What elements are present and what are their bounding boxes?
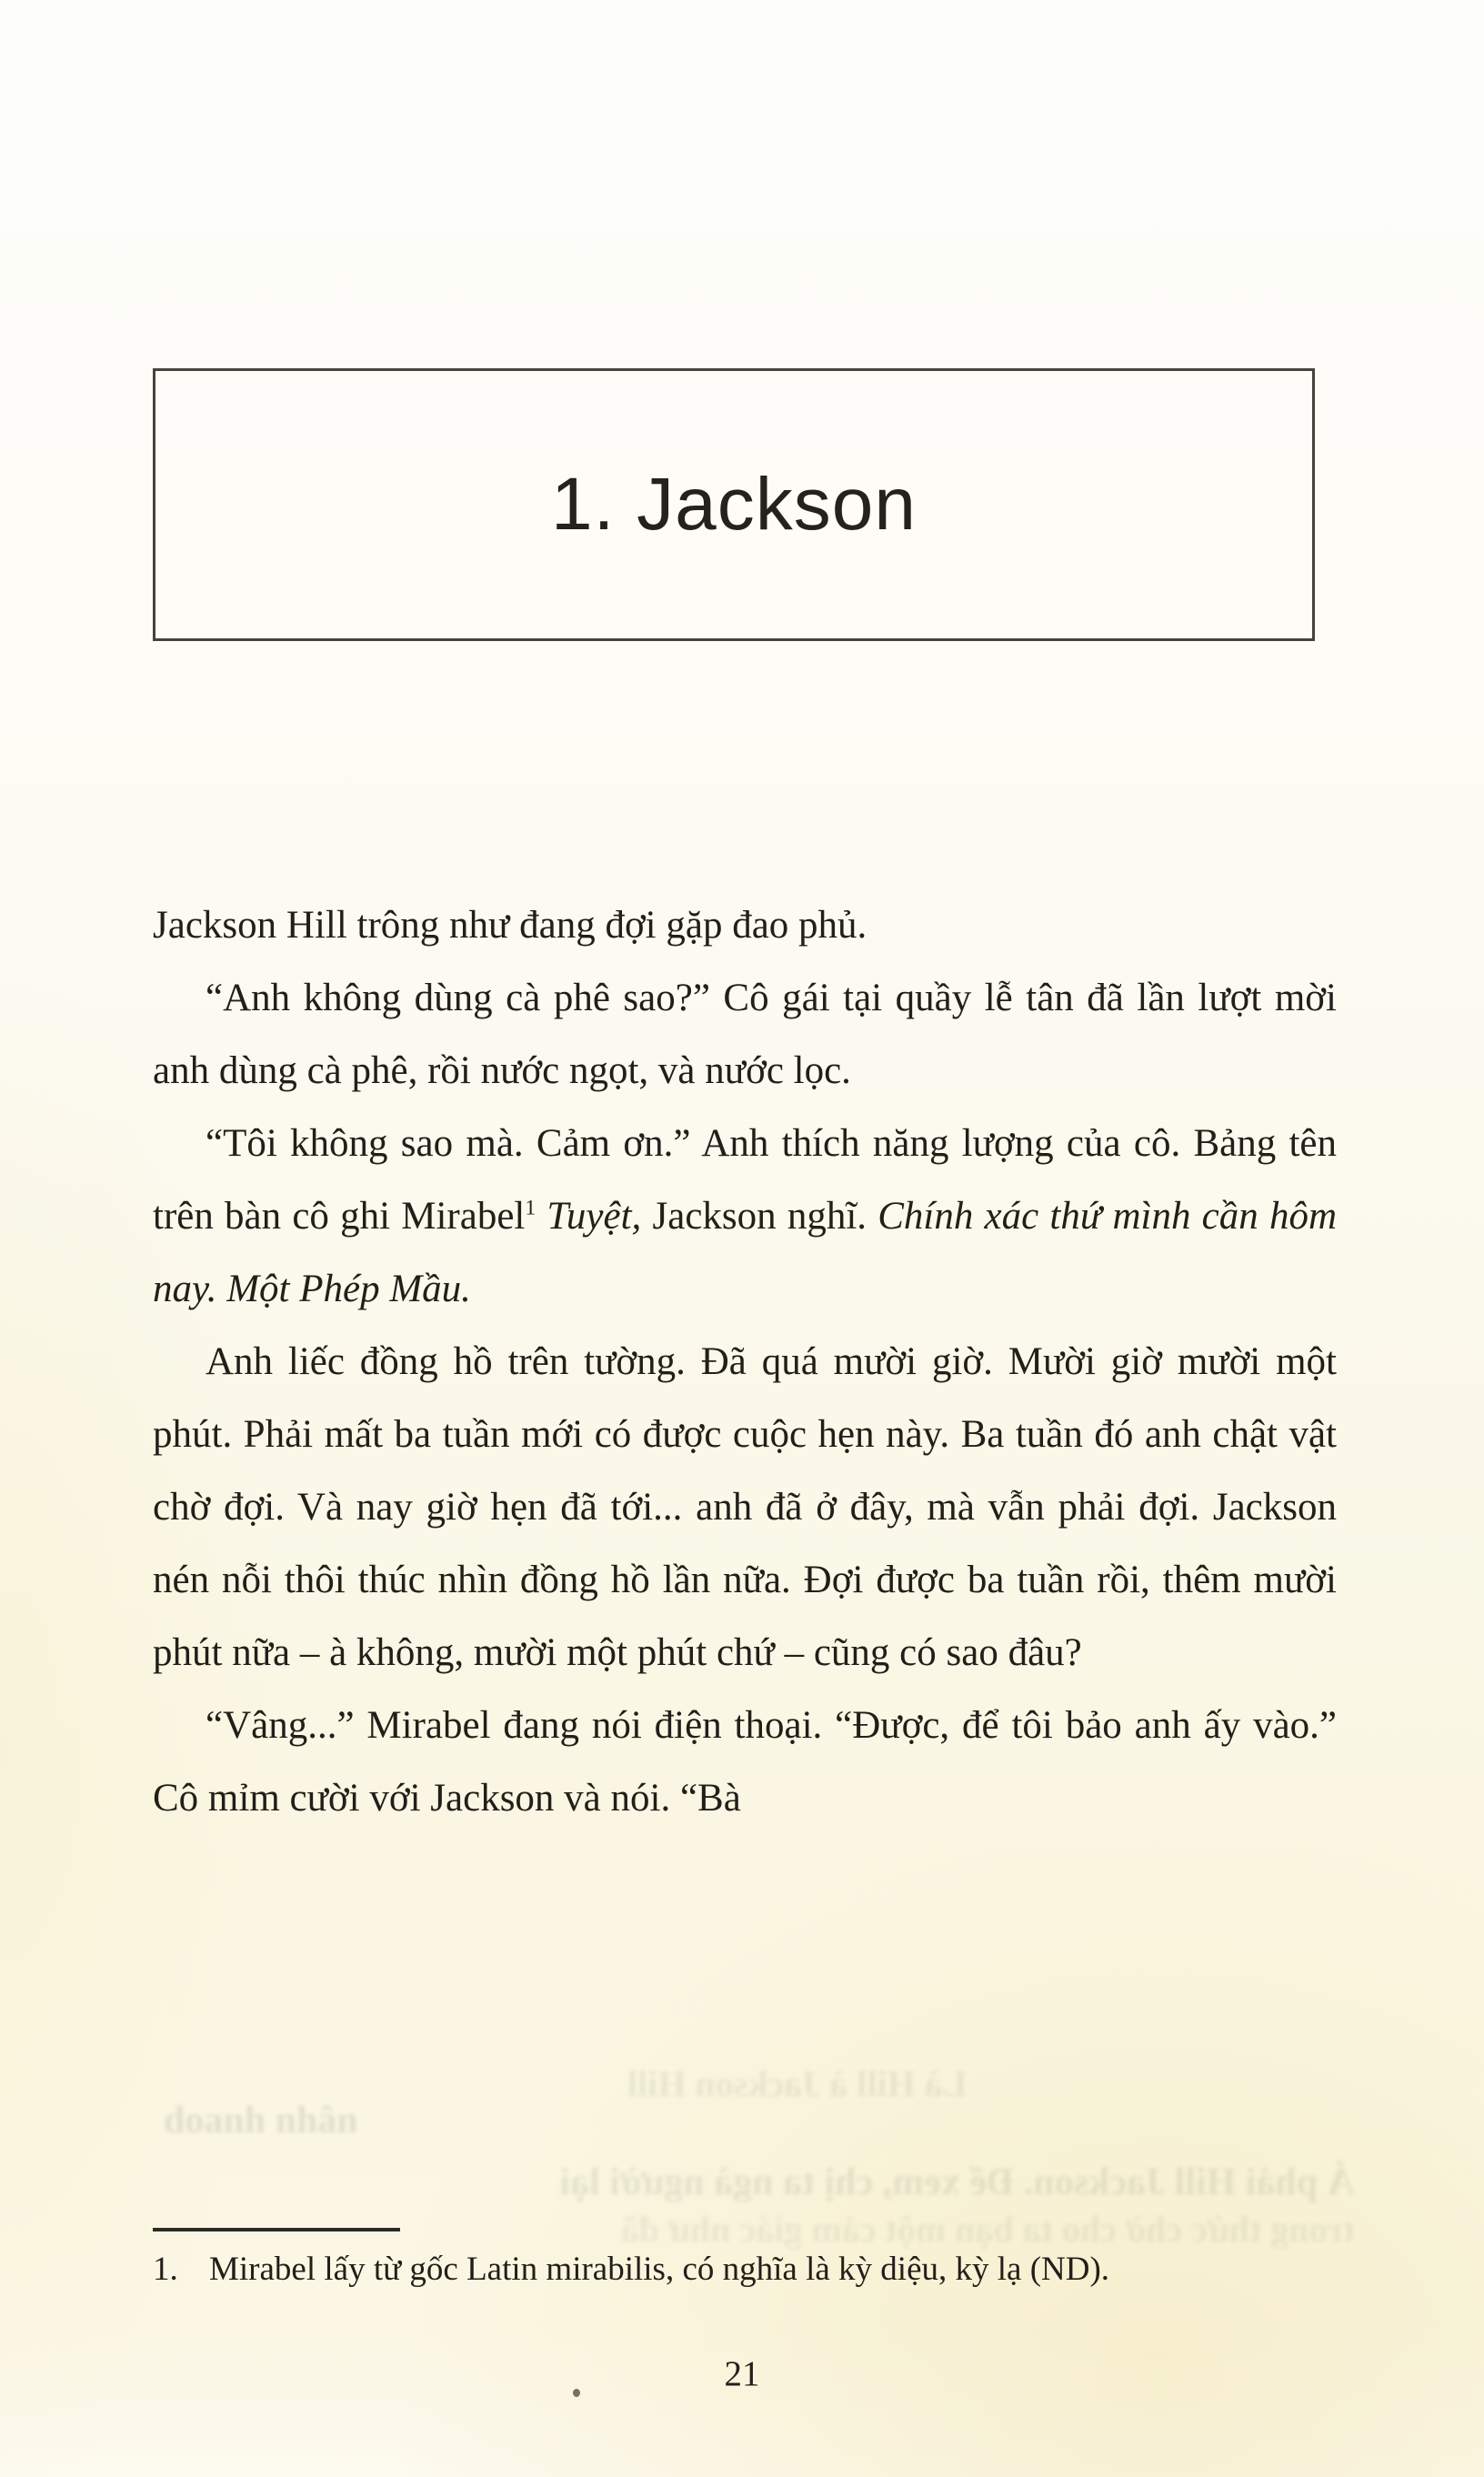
footnote-rule [153,2228,400,2231]
body-paragraph [153,1108,1337,1326]
bleed-through-fragment: Là Hill à Jackson Hill [627,2063,968,2104]
chapter-title: 1. Jackson [551,463,917,546]
text-segment: Tuyệt, [546,1195,642,1238]
text-segment: “Vâng...” Mirabel đang nói điện thoại. “Được, để tôi bảo anh ấy vào.” Cô mỉm cười với Jackson và nói. “Bà [153,1704,1337,1820]
bleed-through-fragment: doanh nhân [164,2100,358,2141]
footnote [153,2248,1344,2291]
text-segment: “Anh không dùng cà phê sao?” Cô gái tại quầy lễ tân đã lần lượt mời anh dùng cà phê, rồi nước ngọt, và nước lọc. [153,977,1337,1092]
body-paragraph [153,962,1337,1108]
footnote-marker: 1. [153,2251,178,2288]
footnote-text: Mirabel lấy từ gốc Latin mirabilis, có nghĩa là kỳ diệu, kỳ lạ (ND). [209,2251,1110,2288]
body-paragraph [153,889,1337,962]
text-segment: Jackson nghĩ. [641,1195,878,1238]
text-segment: Anh liếc đồng hồ trên tường. Đã quá mười giờ. Mười giờ mười một phút. Phải mất ba tuần mới có được cuộc hẹn này. Ba tuần đó anh chật vật chờ đợi. Và nay giờ hẹn đã tới... anh đã ở đây, mà vẫn phải đợi. Jackson nén nỗi thôi thúc nhìn đồng hồ lần nữa. Đợi được ba tuần rồi, thêm mười phút nữa – à không, mười một phút chứ – cũng có sao đâu? [153,1340,1337,1674]
body-paragraph [153,1326,1337,1690]
text-segment [536,1195,546,1238]
body-text [153,889,1337,1835]
text-segment: Chính xác thứ mình cần hôm nay. Một Phép Mầu. [153,1195,1338,1310]
body-paragraph [153,1690,1337,1835]
page-number: 21 [724,2354,760,2393]
text-segment: Jackson Hill trông như đang đợi gặp đao phủ. [153,904,867,947]
text-segment: “Tôi không sao mà. Cảm ơn.” Anh thích năng lượng của cô. Bảng tên trên bàn cô ghi Mirabel [153,1122,1337,1238]
footnote-reference: 1 [525,1196,536,1220]
chapter-title-box [153,368,1315,641]
bleed-through-fragment: trong thức chờ cho ta bạn một cảm giác như đã [620,2209,1355,2250]
bleed-through-fragment: Á phải Hill Jackson. Để xem, chị ta ngà người lại [559,2161,1355,2203]
